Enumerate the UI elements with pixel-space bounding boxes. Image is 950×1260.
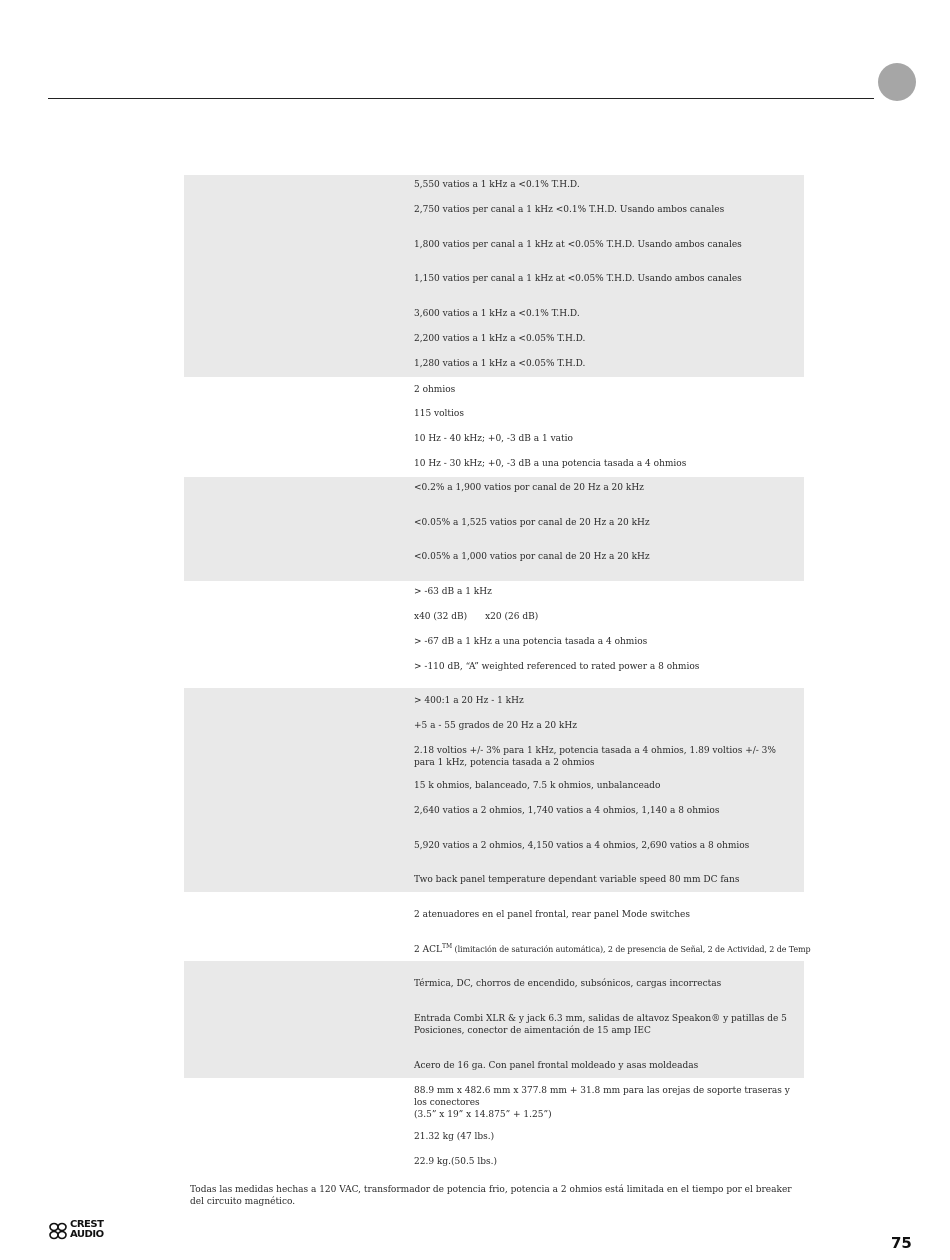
spec-value: 5,550 vatios a 1 kHz a <0.1% T.H.D. <box>414 180 580 190</box>
spec-value: Térmica, DC, chorros de encendido, subsónicos, cargas incorrectas <box>414 979 722 989</box>
spec-value: 88.9 mm x 482.6 mm x 377.8 mm + 31.8 mm para las orejas de soporte traseras y los conectores <box>414 1086 790 1108</box>
spec-value: <0.05% a 1,525 vatios por canal de 20 Hz a 20 kHz <box>414 518 650 528</box>
trademark-mark: TM <box>441 943 453 950</box>
spec-value: <0.2% a 1,900 vatios por canal de 20 Hz a 20 kHz <box>414 483 644 493</box>
spec-value: 1,150 vatios per canal a 1 kHz at <0.05% T.H.D. Usando ambos canales <box>414 274 742 284</box>
spec-value: 2,200 vatios a 1 kHz a <0.05% T.H.D. <box>414 334 586 344</box>
crest-audio-logo <box>48 1220 130 1242</box>
spec-table <box>184 175 811 1174</box>
spec-value: > -63 dB a 1 kHz <box>414 587 492 597</box>
spec-value: 1,280 vatios a 1 kHz a <0.05% T.H.D. <box>414 359 586 369</box>
footnote: Todas las medidas hechas a 120 VAC, transformador de potencia frio, potencia a 2 ohmios está limitada en el tiempo por el breaker del circuito magnético. <box>190 1185 792 1207</box>
spec-value: 22.9 kg.(50.5 lbs.) <box>414 1157 498 1167</box>
spec-value: <0.05% a 1,000 vatios por canal de 20 Hz a 20 kHz <box>414 552 650 562</box>
gain-value-b: x20 (26 dB) <box>485 612 539 622</box>
spec-value: > 400:1 a 20 Hz - 1 kHz <box>414 696 524 706</box>
spec-value: 2 atenuadores en el panel frontal, rear panel Mode switches <box>414 910 690 920</box>
spec-value: 115 voltios <box>414 409 464 419</box>
logo-line-1: CREST <box>70 1219 104 1230</box>
indicators-text: (limitación de saturación automática), 2 de presencia de Señal, 2 de Actividad, 2 de Temp <box>452 945 811 954</box>
spec-value: > -67 dB a 1 kHz a una potencia tasada a 4 ohmios <box>414 637 648 647</box>
spec-section-controls <box>184 892 811 961</box>
spec-value: 5,920 vatios a 2 ohmios, 4,150 vatios a 4 ohmios, 2,690 vatios a 8 ohmios <box>414 841 750 851</box>
crest-audio-logo-mark <box>48 1221 68 1241</box>
spec-section-physical <box>184 1078 804 1174</box>
spec-section-load <box>184 377 804 477</box>
spec-value: 1,800 vatios per canal a 1 kHz at <0.05% T.H.D. Usando ambos canales <box>414 240 742 250</box>
spec-value: > -110 dB, “A” weighted referenced to rated power a 8 ohmios <box>414 662 700 672</box>
spec-value: Acero de 16 ga. Con panel frontal moldeado y asas moldeadas <box>414 1061 699 1071</box>
spec-value: (3.5” x 19” x 14.875” + 1.25”) <box>414 1110 552 1120</box>
spec-value: Entrada Combi XLR & y jack 6.3 mm, salidas de altavoz Speakon® y patillas de 5 Posiciones, conector de aimentación de 15 amp IEC <box>414 1014 787 1036</box>
chapter-tab-circle <box>878 63 916 101</box>
spec-value: 10 Hz - 30 kHz; +0, -3 dB a una potencia tasada a 4 ohmios <box>414 459 687 469</box>
spec-value: 3,600 vatios a 1 kHz a <0.1% T.H.D. <box>414 309 580 319</box>
header-rule <box>48 98 874 99</box>
logo-line-2: AUDIO <box>70 1229 104 1240</box>
spec-value: 2,750 vatios per canal a 1 kHz <0.1% T.H.D. Usando ambos canales <box>414 205 725 215</box>
spec-value <box>414 611 794 623</box>
spec-section-protection <box>184 961 804 1078</box>
spec-value: 10 Hz - 40 kHz; +0, -3 dB a 1 vatio <box>414 434 573 444</box>
gain-value-a: x40 (32 dB) <box>414 612 468 622</box>
spec-value-indicators <box>414 943 811 956</box>
acl-label: 2 ACL <box>414 945 442 955</box>
logo-wordmark <box>70 1220 104 1240</box>
spec-section-electrical <box>184 688 804 892</box>
spec-value: +5 a - 55 grados de 20 Hz a 20 kHz <box>414 721 577 731</box>
page-number: 75 <box>891 1234 912 1252</box>
spec-value: 2 ohmios <box>414 385 456 395</box>
spec-section-power <box>184 175 804 377</box>
spec-section-thd <box>184 477 804 581</box>
spec-value: Two back panel temperature dependant variable speed 80 mm DC fans <box>414 875 740 885</box>
spec-value: 21.32 kg (47 lbs.) <box>414 1132 495 1142</box>
spec-value: 2,640 vatios a 2 ohmios, 1,740 vatios a 4 ohmios, 1,140 a 8 ohmios <box>414 806 720 816</box>
spec-section-gain <box>184 581 804 688</box>
spec-value: 15 k ohmios, balanceado, 7.5 k ohmios, unbalanceado <box>414 781 661 791</box>
spec-value: 2.18 voltios +/- 3% para 1 kHz, potencia tasada a 4 ohmios, 1.89 voltios +/- 3% para 1 kHz, potencia tasada a 2 ohmios <box>414 746 776 768</box>
